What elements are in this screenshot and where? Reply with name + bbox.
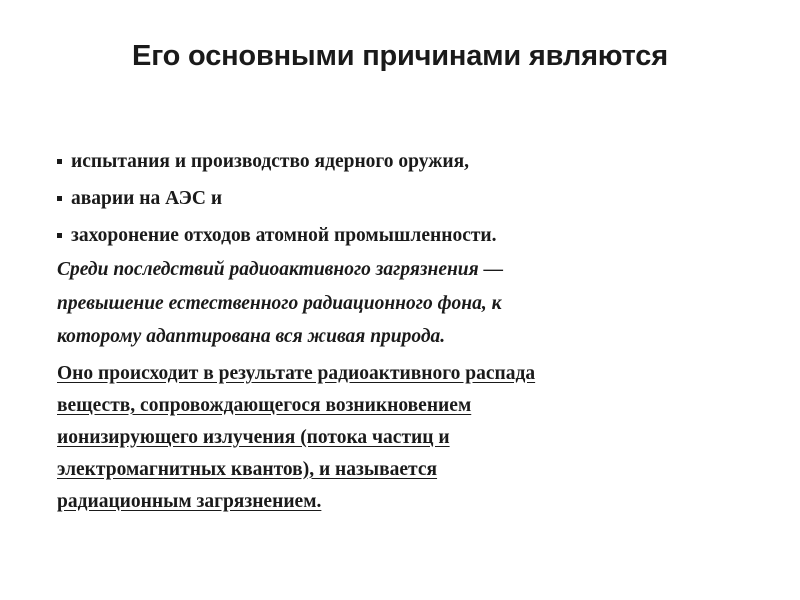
bullet-text: захоронение отходов атомной промышленности. xyxy=(71,225,497,246)
paragraph-line: Оно происходит в результате радиоактивного распада xyxy=(57,362,536,384)
slide-content xyxy=(57,150,727,518)
bullet-text: аварии на АЭС и xyxy=(71,188,223,209)
paragraph-line: радиационным загрязнением. xyxy=(57,490,322,512)
bullet-item xyxy=(57,150,727,174)
paragraph-line: Среди последствий радиоактивного загрязнения — xyxy=(57,259,504,280)
paragraph-line: которому адаптирована вся живая природа. xyxy=(57,326,446,347)
paragraph-line: электромагнитных квантов), и называется xyxy=(57,458,438,480)
bullet-item xyxy=(57,187,727,211)
paragraph-line: веществ, сопровождающегося возникновением xyxy=(57,394,472,416)
definition-paragraph xyxy=(57,358,727,518)
paragraph-line: ионизирующего излучения (потока частиц и xyxy=(57,426,450,448)
bullet-marker-icon xyxy=(57,196,62,201)
slide-title: Его основными причинами являются xyxy=(132,40,668,72)
bullet-text: испытания и производство ядерного оружия, xyxy=(71,151,470,172)
bullet-marker-icon xyxy=(57,233,62,238)
consequences-paragraph xyxy=(57,253,727,354)
bullet-marker-icon xyxy=(57,159,62,164)
paragraph-line: превышение естественного радиационного фона, к xyxy=(57,292,502,314)
bullet-item xyxy=(57,224,727,248)
